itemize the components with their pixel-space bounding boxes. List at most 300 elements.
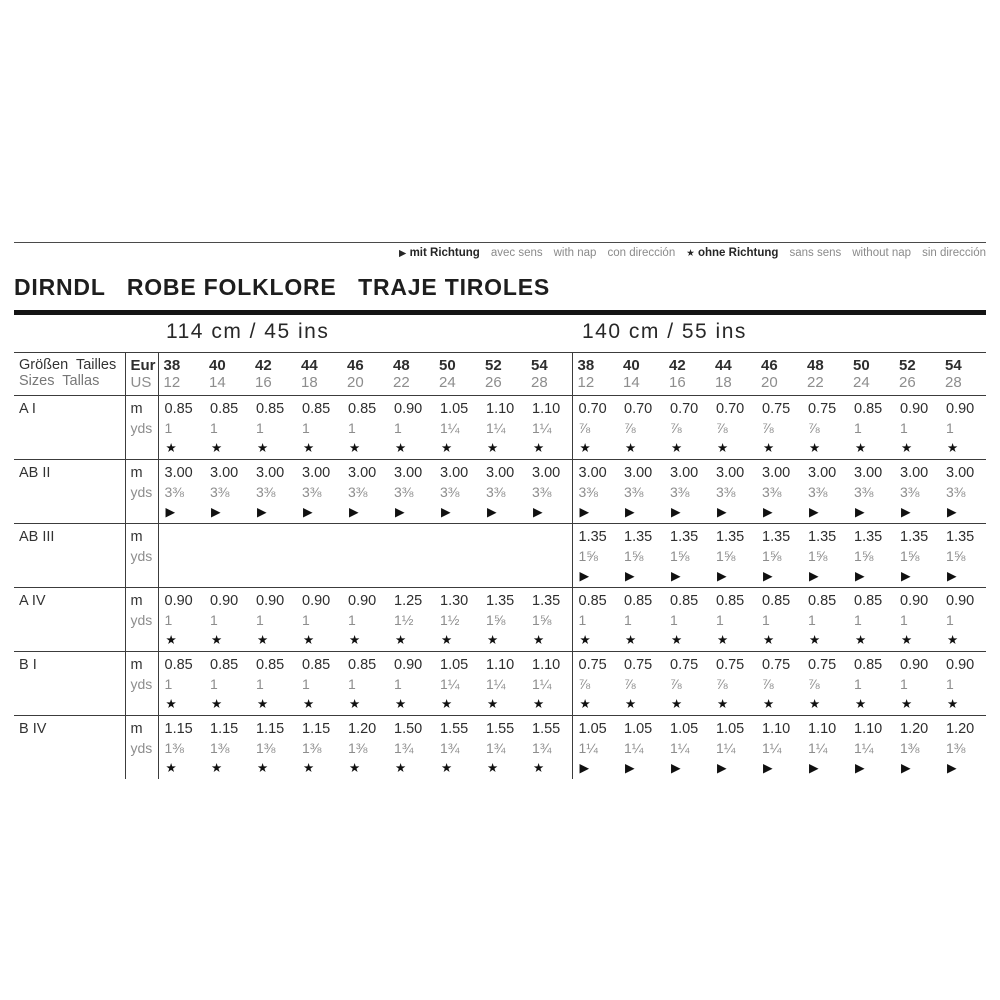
meters-value xyxy=(204,524,250,548)
fabric-cell xyxy=(756,524,802,588)
nap-symbol: ★ xyxy=(487,697,499,711)
nap-symbol: ★ xyxy=(257,697,269,711)
fabric-cell xyxy=(894,588,940,652)
fabric-cell xyxy=(388,460,434,524)
meters-value: 1.05 xyxy=(440,657,469,673)
yards-value: 1½ xyxy=(394,612,414,628)
meters-value: 3.00 xyxy=(716,465,745,481)
fabric-cell xyxy=(342,716,388,780)
yards-value: ⅞ xyxy=(808,676,820,692)
size-column-header: 42 16 xyxy=(669,357,686,391)
meters-value: 3.00 xyxy=(946,465,975,481)
fabric-cell xyxy=(434,652,480,716)
meters-value: 1.05 xyxy=(440,401,469,417)
fabric-width-headers xyxy=(14,315,986,352)
yards-value xyxy=(434,548,480,567)
nap-symbol: ★ xyxy=(901,633,913,647)
yards-value: 3⅜ xyxy=(532,484,552,500)
nap-symbol: ▶ xyxy=(901,569,911,583)
nap-symbol: ▶ xyxy=(533,505,543,519)
meters-value: 0.75 xyxy=(762,401,791,417)
meters-value: 3.00 xyxy=(670,465,699,481)
yards-value: ⅞ xyxy=(578,420,591,436)
fabric-cell xyxy=(664,716,710,780)
meters-value: 1.30 xyxy=(440,593,469,609)
yards-value: 1¼ xyxy=(532,420,552,436)
fabric-cell xyxy=(250,396,296,460)
yards-value: 1⅜ xyxy=(900,740,920,756)
meters-value: 3.00 xyxy=(854,465,883,481)
nap-symbol: ★ xyxy=(303,633,315,647)
meters-value: 1.10 xyxy=(854,721,883,737)
fabric-cell xyxy=(296,716,342,780)
fabric-cell xyxy=(296,524,342,588)
meters-value xyxy=(159,524,205,548)
meters-value: 1.20 xyxy=(348,721,377,737)
size-column-header: 38 12 xyxy=(163,357,181,391)
fabric-cell xyxy=(940,716,986,780)
yards-value: 1 xyxy=(256,676,264,692)
nap-symbol: ★ xyxy=(395,761,407,775)
meters-value: 1.25 xyxy=(394,593,423,609)
nap-symbol: ▶ xyxy=(165,505,176,519)
yards-value: ⅞ xyxy=(716,676,728,692)
nap-symbol: ★ xyxy=(625,441,637,455)
nap-symbol: ★ xyxy=(441,697,453,711)
nap-legend xyxy=(14,243,986,259)
meters-value: 0.90 xyxy=(256,593,285,609)
yards-value: ⅞ xyxy=(808,420,820,436)
nap-symbol: ▶ xyxy=(441,505,451,519)
nap-symbol: ▶ xyxy=(579,761,590,775)
size-column-header: 44 18 xyxy=(715,357,732,391)
row-label: B IV xyxy=(14,716,125,780)
fabric-cell xyxy=(848,588,894,652)
fabric-cell xyxy=(710,588,756,652)
yards-value: 1 xyxy=(302,420,310,436)
yards-value: 3⅜ xyxy=(716,484,736,500)
nap-symbol xyxy=(159,567,205,587)
without-nap-item xyxy=(686,247,778,259)
meters-value: 3.00 xyxy=(486,465,515,481)
nap-symbol: ★ xyxy=(441,633,453,647)
nap-symbol: ★ xyxy=(579,633,591,647)
nap-symbol: ▶ xyxy=(625,569,635,583)
fabric-cell xyxy=(894,460,940,524)
meters-value: 1.10 xyxy=(532,657,561,673)
fabric-cell xyxy=(388,396,434,460)
meters-value: 0.85 xyxy=(578,593,607,609)
yards-value: 1⅜ xyxy=(256,740,276,756)
with-nap-item xyxy=(399,247,480,259)
meters-value: 1.05 xyxy=(716,721,745,737)
meters-value: 1.20 xyxy=(900,721,929,737)
fabric-cell xyxy=(618,716,664,780)
meters-value: 0.90 xyxy=(210,593,239,609)
nap-symbol: ▶ xyxy=(349,505,359,519)
nap-symbol: ★ xyxy=(533,697,545,711)
fabric-cell xyxy=(756,460,802,524)
nap-symbol: ▶ xyxy=(487,505,497,519)
nap-symbol: ★ xyxy=(671,441,683,455)
yards-value: 1 xyxy=(164,420,173,436)
nap-symbol: ★ xyxy=(533,441,545,455)
yards-value: 1 xyxy=(946,420,954,436)
fabric-row xyxy=(14,460,986,524)
fabric-cell xyxy=(480,716,526,780)
fabric-cell xyxy=(940,396,986,460)
yards-value: 3⅜ xyxy=(808,484,828,500)
yards-value: 3⅜ xyxy=(348,484,368,500)
size-column-header: 52 26 xyxy=(899,357,916,391)
size-column-header: 38 12 xyxy=(577,357,595,391)
meters-value: 0.90 xyxy=(348,593,377,609)
yards-value: ⅞ xyxy=(670,420,682,436)
yards-value: 1⅝ xyxy=(486,612,506,628)
nap-symbol: ★ xyxy=(947,441,959,455)
yards-value: 3⅜ xyxy=(624,484,644,500)
fabric-cell xyxy=(204,524,250,588)
fabric-cell xyxy=(756,652,802,716)
nap-symbol: ★ xyxy=(625,697,637,711)
yards-value: 1⅝ xyxy=(532,612,552,628)
nap-symbol: ★ xyxy=(257,441,269,455)
nap-symbol: ★ xyxy=(349,633,361,647)
meters-value: 0.85 xyxy=(808,593,837,609)
yards-value: ⅞ xyxy=(624,420,636,436)
meters-value: 1.10 xyxy=(486,401,515,417)
without-nap-label-es: sin dirección xyxy=(922,247,986,259)
nap-symbol xyxy=(434,567,480,587)
yards-value: 1¼ xyxy=(808,740,828,756)
nap-symbol: ▶ xyxy=(809,761,819,775)
fabric-cell xyxy=(618,524,664,588)
meters-value: 1.55 xyxy=(532,721,561,737)
size-column-header: 48 22 xyxy=(393,357,410,391)
nap-symbol: ★ xyxy=(717,633,729,647)
yards-value: ⅞ xyxy=(762,420,774,436)
yards-value: 1¼ xyxy=(716,740,736,756)
size-column-header: 46 20 xyxy=(347,357,364,391)
meters-value: 0.85 xyxy=(624,593,653,609)
meters-value: 1.15 xyxy=(256,721,285,737)
fabric-cell xyxy=(894,524,940,588)
yards-value: 1 xyxy=(394,676,402,692)
yards-value: ⅞ xyxy=(716,420,728,436)
page-title: DIRNDL ROBE FOLKLORE TRAJE TIROLES xyxy=(14,274,550,300)
row-label: A IV xyxy=(14,588,125,652)
yards-value: 1 xyxy=(210,676,218,692)
meters-value: 0.75 xyxy=(578,657,607,673)
yards-value: 3⅜ xyxy=(164,484,184,500)
size-header-row xyxy=(14,353,986,396)
fabric-cell xyxy=(756,396,802,460)
yards-value: 1 xyxy=(900,612,908,628)
fabric-cell xyxy=(618,396,664,460)
fabric-cell xyxy=(802,652,848,716)
meters-value: 1.35 xyxy=(670,529,699,545)
meters-value: 0.75 xyxy=(808,657,837,673)
nap-symbol: ★ xyxy=(165,697,177,711)
nap-symbol: ★ xyxy=(533,761,545,775)
nap-symbol xyxy=(388,567,434,587)
nap-symbol: ▶ xyxy=(855,505,865,519)
meters-value: 3.00 xyxy=(762,465,791,481)
yards-value: 3⅜ xyxy=(762,484,782,500)
yards-value: 3⅜ xyxy=(440,484,460,500)
meters-value: 0.85 xyxy=(302,401,331,417)
fabric-cell xyxy=(434,460,480,524)
meters-value: 1.20 xyxy=(946,721,975,737)
nap-symbol: ▶ xyxy=(625,761,635,775)
fabric-cell xyxy=(434,396,480,460)
fabric-cell xyxy=(434,716,480,780)
fabric-cell xyxy=(526,716,572,780)
yards-value: 1⅜ xyxy=(302,740,322,756)
yards-value: 1⅜ xyxy=(348,740,368,756)
with-nap-label-fr: avec sens xyxy=(490,247,543,259)
meters-value: 0.90 xyxy=(394,657,423,673)
size-column-header: 50 24 xyxy=(439,357,456,391)
nap-symbol: ★ xyxy=(257,633,269,647)
meters-value: 1.10 xyxy=(808,721,837,737)
without-nap-label-en: without nap xyxy=(852,247,912,259)
yards-value: 1 xyxy=(210,612,218,628)
yards-value: 1 xyxy=(348,676,356,692)
nap-symbol: ★ xyxy=(947,633,959,647)
yards-value: 1⅝ xyxy=(854,548,874,564)
size-header-label: Größen Tailles Sizes Tallas xyxy=(14,353,125,396)
nap-symbol: ★ xyxy=(211,697,223,711)
yards-value: 1 xyxy=(670,612,678,628)
yards-value: 1⅜ xyxy=(946,740,966,756)
fabric-width-114: 114 cm / 45 ins xyxy=(166,320,330,343)
fabric-cell xyxy=(664,588,710,652)
yards-value: 1¾ xyxy=(394,740,414,756)
meters-value: 0.90 xyxy=(946,657,975,673)
fabric-cell xyxy=(388,588,434,652)
nap-symbol: ▶ xyxy=(809,505,819,519)
yards-value: 1¼ xyxy=(532,676,552,692)
yards-value: 1¼ xyxy=(624,740,644,756)
nap-symbol: ▶ xyxy=(395,505,405,519)
size-column-header: 40 14 xyxy=(209,357,226,391)
meters-value: 0.70 xyxy=(670,401,699,417)
pattern-yardage-sheet xyxy=(14,242,986,779)
fabric-cell xyxy=(158,716,204,780)
meters-value: 3.00 xyxy=(578,465,607,481)
fabric-cell xyxy=(250,588,296,652)
meters-value: 0.90 xyxy=(302,593,331,609)
nap-symbol: ▶ xyxy=(211,505,221,519)
yards-value xyxy=(342,548,388,567)
nap-symbol: ★ xyxy=(303,697,315,711)
meters-value: 1.55 xyxy=(486,721,515,737)
nap-symbol: ★ xyxy=(855,697,867,711)
yards-value: 1⅝ xyxy=(762,548,782,564)
fabric-row xyxy=(14,524,986,588)
fabric-cell xyxy=(526,396,572,460)
nap-symbol: ▶ xyxy=(671,569,681,583)
yards-value: 1 xyxy=(256,612,264,628)
with-nap-label-en: with nap xyxy=(553,247,597,259)
nap-symbol: ★ xyxy=(579,441,591,455)
meters-value: 0.90 xyxy=(164,593,193,609)
fabric-cell xyxy=(388,716,434,780)
meters-value: 1.35 xyxy=(716,529,745,545)
size-column-header: 42 16 xyxy=(255,357,272,391)
size-column-header: 54 28 xyxy=(526,353,572,396)
yards-value: 1 xyxy=(762,612,770,628)
fabric-cell xyxy=(204,716,250,780)
yards-value: 3⅜ xyxy=(578,484,598,500)
yards-value: 1¾ xyxy=(440,740,460,756)
fabric-cell xyxy=(204,588,250,652)
yards-value: 1 xyxy=(394,420,402,436)
unit-labels: m yds xyxy=(125,396,158,460)
size-column-header: 50 24 xyxy=(853,357,870,391)
fabric-cell xyxy=(480,396,526,460)
yards-value: 1½ xyxy=(440,612,460,628)
fabric-cell xyxy=(204,652,250,716)
meters-value: 3.00 xyxy=(900,465,929,481)
fabric-cell xyxy=(388,524,434,588)
yards-value: 1⅝ xyxy=(946,548,966,564)
fabric-cell xyxy=(894,716,940,780)
nap-symbol: ★ xyxy=(303,761,315,775)
fabric-cell xyxy=(572,524,618,588)
unit-labels: m yds xyxy=(125,460,158,524)
yards-value: 3⅜ xyxy=(302,484,322,500)
nap-symbol: ▶ xyxy=(303,505,313,519)
yards-value: 1⅝ xyxy=(808,548,828,564)
meters-value: 1.35 xyxy=(854,529,883,545)
nap-symbol: ★ xyxy=(717,441,729,455)
size-system-header: Eur US xyxy=(125,353,158,396)
yards-value: 1¼ xyxy=(440,420,460,436)
meters-value: 3.00 xyxy=(440,465,469,481)
nap-symbol: ★ xyxy=(671,633,683,647)
nap-symbol: ▶ xyxy=(809,569,819,583)
yards-value: 1⅜ xyxy=(164,740,184,756)
yards-value: ⅞ xyxy=(624,676,636,692)
yards-value: 1⅝ xyxy=(670,548,690,564)
fabric-cell xyxy=(342,652,388,716)
meters-value: 3.00 xyxy=(532,465,561,481)
yards-value: 1 xyxy=(578,612,587,628)
meters-value: 0.70 xyxy=(624,401,653,417)
nap-symbol: ▶ xyxy=(717,569,727,583)
meters-value: 1.05 xyxy=(670,721,699,737)
meters-value: 3.00 xyxy=(394,465,423,481)
meters-value: 0.75 xyxy=(808,401,837,417)
fabric-cell xyxy=(710,716,756,780)
nap-symbol: ▶ xyxy=(947,761,957,775)
meters-value xyxy=(480,524,526,548)
fabric-cell xyxy=(894,652,940,716)
yards-value xyxy=(480,548,526,567)
fabric-cell xyxy=(848,396,894,460)
nap-symbol: ▶ xyxy=(763,505,773,519)
fabric-cell xyxy=(572,460,618,524)
row-label: B I xyxy=(14,652,125,716)
nap-symbol: ★ xyxy=(395,633,407,647)
size-column-header: 44 18 xyxy=(301,357,318,391)
fabric-cell xyxy=(664,460,710,524)
fabric-cell xyxy=(480,652,526,716)
yards-value: 1¼ xyxy=(762,740,782,756)
fabric-cell xyxy=(342,588,388,652)
nap-symbol: ★ xyxy=(441,441,453,455)
nap-symbol: ★ xyxy=(809,697,821,711)
fabric-cell xyxy=(158,588,204,652)
nap-symbol: ▶ xyxy=(947,505,957,519)
nap-symbol: ▶ xyxy=(671,761,681,775)
fabric-cell xyxy=(296,460,342,524)
fabric-cell xyxy=(802,588,848,652)
fabric-table xyxy=(14,352,986,779)
yards-value: 1 xyxy=(302,612,310,628)
fabric-cell xyxy=(618,588,664,652)
fabric-cell xyxy=(342,524,388,588)
meters-value: 1.05 xyxy=(578,721,607,737)
nap-symbol: ★ xyxy=(441,761,453,775)
fabric-cell xyxy=(388,652,434,716)
nap-symbol xyxy=(526,567,572,587)
meters-value: 1.35 xyxy=(486,593,515,609)
yards-value: 3⅜ xyxy=(900,484,920,500)
yards-value: 1⅜ xyxy=(210,740,230,756)
yards-value: 3⅜ xyxy=(670,484,690,500)
meters-value: 3.00 xyxy=(256,465,285,481)
fabric-cell xyxy=(250,716,296,780)
meters-value xyxy=(342,524,388,548)
size-column-header: 40 14 xyxy=(623,357,640,391)
yards-value: 1¼ xyxy=(486,420,506,436)
fabric-cell xyxy=(848,524,894,588)
meters-value: 1.35 xyxy=(532,593,561,609)
nap-symbol: ▶ xyxy=(717,761,727,775)
meters-value: 0.85 xyxy=(302,657,331,673)
fabric-cell xyxy=(710,460,756,524)
yards-value: 3⅜ xyxy=(394,484,414,500)
yards-value: 1¼ xyxy=(440,676,460,692)
fabric-cell xyxy=(664,524,710,588)
fabric-cell xyxy=(342,396,388,460)
fabric-cell xyxy=(940,460,986,524)
meters-value: 1.10 xyxy=(486,657,515,673)
nap-symbol: ▶ xyxy=(625,505,635,519)
unit-labels: m yds xyxy=(125,588,158,652)
yards-value: 1 xyxy=(854,612,862,628)
nap-symbol: ★ xyxy=(395,441,407,455)
yards-value: 1¾ xyxy=(486,740,506,756)
nap-symbol: ▶ xyxy=(763,761,773,775)
fabric-cell xyxy=(526,460,572,524)
fabric-cell xyxy=(572,396,618,460)
with-nap-label-es: con dirección xyxy=(607,247,676,259)
yards-value: 1⅝ xyxy=(716,548,736,564)
unit-labels: m yds xyxy=(125,716,158,780)
fabric-cell xyxy=(848,652,894,716)
nap-symbol: ★ xyxy=(211,633,223,647)
nap-symbol: ★ xyxy=(165,441,177,455)
meters-value xyxy=(296,524,342,548)
meters-value: 0.85 xyxy=(164,401,193,417)
meters-value: 0.85 xyxy=(348,657,377,673)
nap-symbol: ★ xyxy=(349,761,361,775)
meters-value: 1.35 xyxy=(808,529,837,545)
